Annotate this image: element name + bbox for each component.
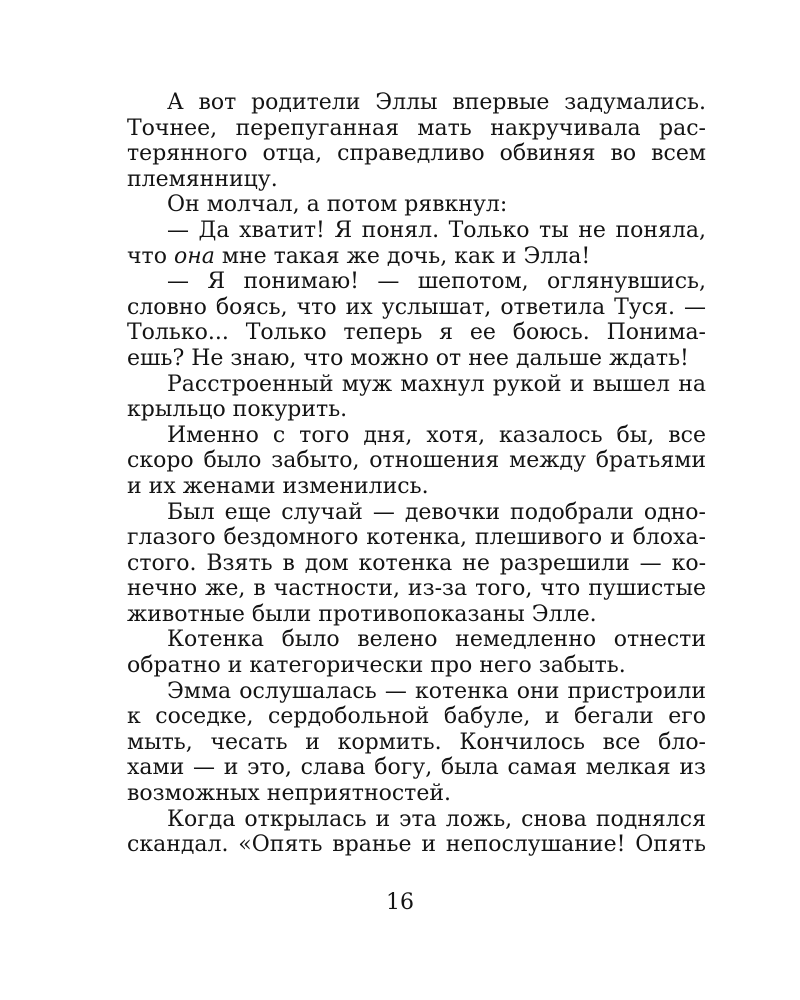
text-line: Он молчал, а потом рявкнул: bbox=[167, 192, 508, 218]
text-line: Именно с того дня, хотя, казалось бы, все bbox=[167, 422, 706, 448]
text-line: Когда открылась и эта ложь, снова поднялся bbox=[167, 806, 706, 832]
text-line: к соседке, сердобольной бабуле, и бегали его bbox=[127, 704, 706, 730]
text-line bbox=[127, 244, 706, 270]
text-line: Был еще случай — девочки подобрали одно- bbox=[167, 499, 706, 525]
page-number: 16 bbox=[386, 890, 414, 915]
text-line: Только... Только теперь я ее боюсь. Понима- bbox=[127, 320, 706, 346]
text-line: возможных неприятностей. bbox=[127, 781, 452, 807]
text-line: стого. Взять в дом котенка не разрешили — ко- bbox=[127, 550, 706, 576]
text-line: Котенка было велено немедленно отнести bbox=[167, 627, 706, 653]
text-fragment: мне такая же дочь, как и Элла! bbox=[221, 243, 591, 269]
text-line: животные были противопоказаны Элле. bbox=[127, 601, 597, 627]
text-line: — Да хватит! Я понял. Только ты не поняла, bbox=[167, 217, 706, 243]
text-line: — Я понимаю! — шепотом, оглянувшись, bbox=[167, 269, 706, 295]
text-line: племянницу. bbox=[127, 166, 278, 192]
text-line: Эмма ослушалась — котенка они пристроили bbox=[167, 678, 706, 704]
emphasized-word: она bbox=[173, 243, 215, 269]
text-line: мыть, чесать и кормить. Кончилось все бло- bbox=[127, 729, 706, 755]
text-line: глазого бездомного котенка, плешивого и блоха- bbox=[127, 525, 706, 551]
text-line: терянного отца, справедливо обвиняя во всем bbox=[127, 141, 706, 167]
text-line: крыльцо покурить. bbox=[127, 397, 348, 423]
text-line: обратно и категорически про него забыть. bbox=[127, 653, 626, 679]
text-line: скоро было забыто, отношения между братьями bbox=[127, 448, 706, 474]
book-page-text bbox=[127, 90, 706, 858]
text-line: ешь? Не знаю, что можно от нее дальше ждать! bbox=[127, 345, 689, 371]
text-line: скандал. «Опять вранье и непослушание! Опять bbox=[127, 832, 706, 858]
text-fragment: что bbox=[127, 243, 167, 269]
text-line: словно боясь, что их услышат, ответила Туся. — bbox=[127, 294, 706, 320]
text-line: и их женами изменились. bbox=[127, 473, 429, 499]
text-line: Расстроенный муж махнул рукой и вышел на bbox=[167, 371, 706, 397]
text-line: А вот родители Эллы впервые задумались. bbox=[167, 90, 706, 115]
text-line: Точнее, перепуганная мать накручивала рас- bbox=[127, 115, 706, 141]
text-line: хами — и это, слава богу, была самая мелкая из bbox=[127, 755, 706, 781]
text-line: нечно же, в частности, из-за того, что пушистые bbox=[127, 576, 706, 602]
